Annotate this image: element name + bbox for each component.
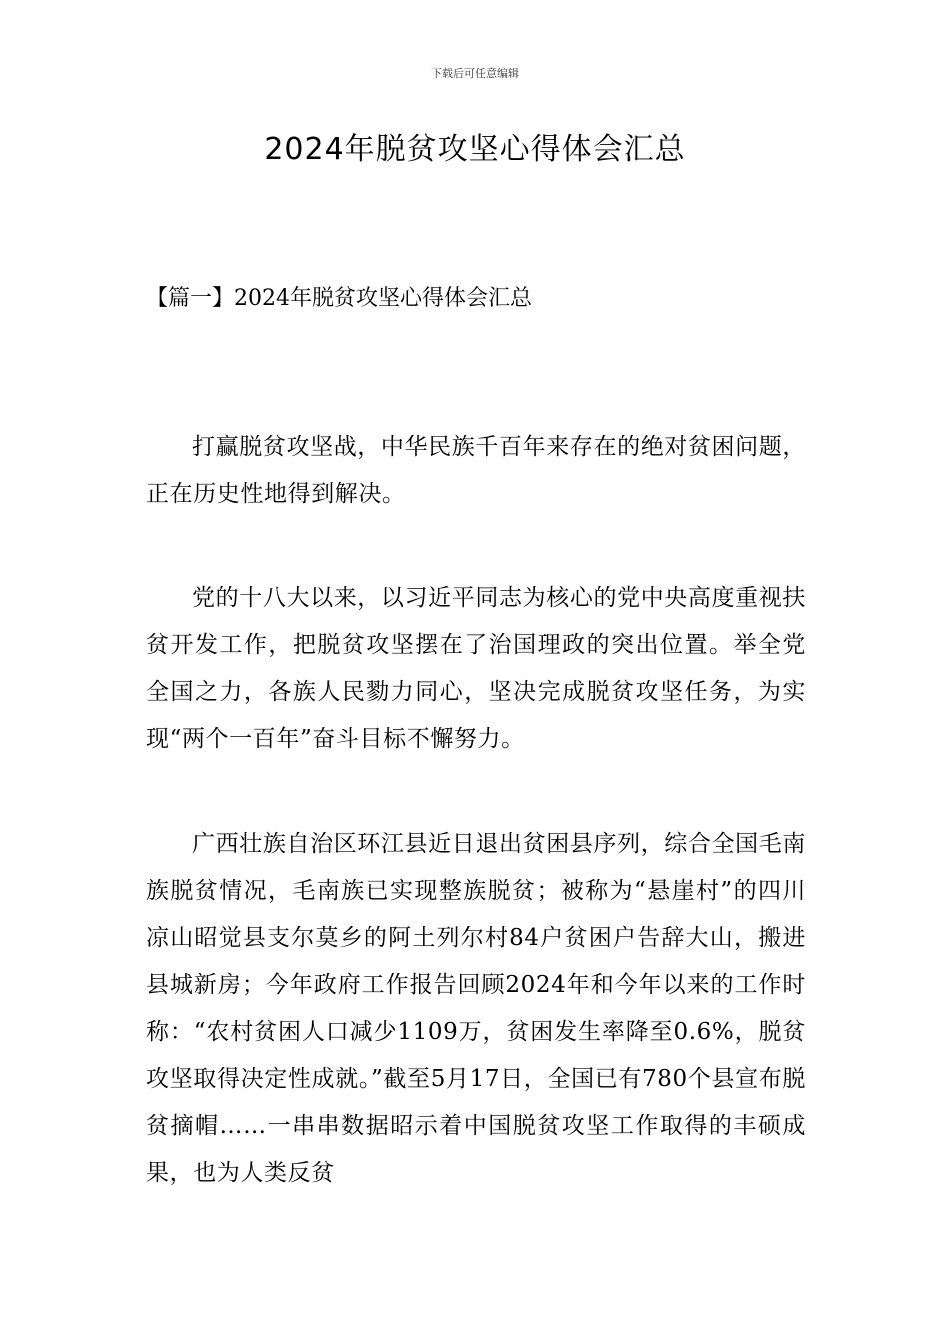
section-heading: 【篇一】2024年脱贫攻坚心得体会汇总 [146, 286, 532, 311]
paragraph-2: 党的十八大以来，以习近平同志为核心的党中央高度重视扶贫开发工作，把脱贫攻坚摆在了治国理政的突出位置。举全党全国之力，各族人民勠力同心，坚决完成脱贫攻坚任务，为实现“两个一百年”奋斗目标不懈努力。 [146, 585, 806, 752]
header-note: 下载后可任意编辑 [431, 67, 519, 80]
paragraph-1: 打赢脱贫攻坚战，中华民族千百年来存在的绝对贫困问题，正在历史性地得到解决。 [146, 434, 806, 507]
paragraph-3: 广西壮族自治区环江县近日退出贫困县序列，综合全国毛南族脱贫情况，毛南族已实现整族脱贫；被称为“悬崖村”的四川凉山昭觉县支尔莫乡的阿土列尔村84户贫困户告辞大山，搬进县城新房；今年政府工作报告回顾2024年和今年以来的工作时称：“农村贫困人口减少1109万，贫困发生率降至0.6%，脱贫攻坚取得决定性成就。”截至5月17日，全国已有780个县宣布脱贫摘帽……一串串数据昭示着中国脱贫攻坚工作取得的丰硕成果，也为人类反贫 [146, 831, 806, 1186]
document-title: 2024年脱贫攻坚心得体会汇总 [264, 132, 686, 167]
